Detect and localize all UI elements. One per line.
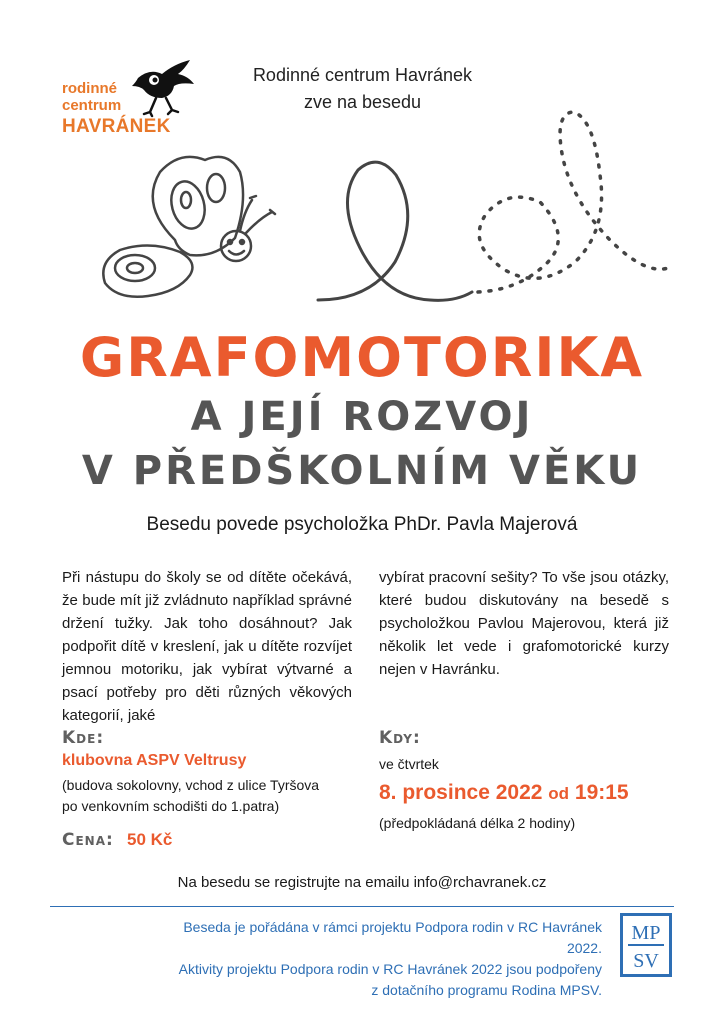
event-date [379, 781, 629, 805]
mpsv-logo [620, 913, 672, 977]
dotted-loop-drawing [478, 112, 668, 292]
lecturer-line: Besedu povede psycholožka PhDr. Pavla Majerová [146, 514, 578, 535]
venue-detail-line-2: po venkovním schodišti do 1.patra) [62, 798, 280, 814]
footer-line-1: Beseda je pořádána v rámci projektu Podpora rodin v RC Havránek 2022. [183, 919, 602, 956]
invite-line-2: zve na besedu [303, 92, 422, 112]
logo-text-centrum: centrum [62, 97, 122, 114]
page-title: GRAFOMOTORIKA [79, 326, 645, 389]
page-subtitle-1: A JEJÍ ROZVOJ [190, 394, 534, 440]
price-label: Cena: [62, 830, 114, 850]
body-text-right: vybírat pracovní sešity? To vše jsou otázky, které budou diskutovány na besedě s psycholožkou Pavlou Majerovou, která již několik let vede i grafomotorické kurzy nejen v Havránku. [379, 569, 669, 678]
invite-line-1: Rodinné centrum Havránek [252, 65, 473, 85]
mpsv-logo-top: MP [631, 922, 661, 944]
event-duration: (předpokládaná délka 2 hodiny) [379, 815, 576, 831]
when-label: Kdy: [379, 728, 421, 748]
venue-detail-line-1: (budova sokolovny, vchod z ulice Tyršova [62, 777, 320, 793]
footer-divider [50, 906, 674, 907]
venue-detail [62, 775, 319, 817]
footer-line-3: z dotačního programu Rodina MPSV. [371, 982, 602, 998]
event-time: 19:15 [574, 781, 629, 804]
footer-line-2: Aktivity projektu Podpora rodin v RC Havránek 2022 jsou podpořeny [178, 961, 602, 977]
page-subtitle-2: V PŘEDŠKOLNÍM VĚKU [81, 448, 643, 494]
where-label: Kde: [62, 728, 105, 748]
handwriting-illustration [0, 0, 724, 330]
mpsv-logo-bottom: SV [633, 950, 659, 972]
event-day: ve čtvrtek [379, 756, 439, 772]
event-date-value: 8. prosince 2022 [379, 781, 543, 804]
body-text-left: Při nástupu do školy se od dítěte očekává, že bude mít již zvládnuto například správné držení tužky. Jak toho dosáhnout? Jak podpořit dítě v kreslení, jak u dítěte rozvíjet jemnou motoriku, jak vybírat výtvarné a psací potřeby pro děti různých věkových kategorií, jaké [62, 569, 352, 724]
venue-name: klubovna ASPV Veltrusy [62, 752, 247, 769]
registration-note: Na besedu se registrujte na emailu info@rchavranek.cz [177, 874, 547, 891]
loop-drawing [318, 162, 472, 300]
logo-text-rodinne: rodinné [62, 80, 117, 97]
logo-text-havranek: HAVRÁNEK [62, 116, 171, 137]
event-from: od [548, 784, 570, 803]
footer-text [150, 917, 602, 1001]
butterfly-drawing [103, 157, 275, 297]
price-value: 50 Kč [127, 830, 173, 849]
